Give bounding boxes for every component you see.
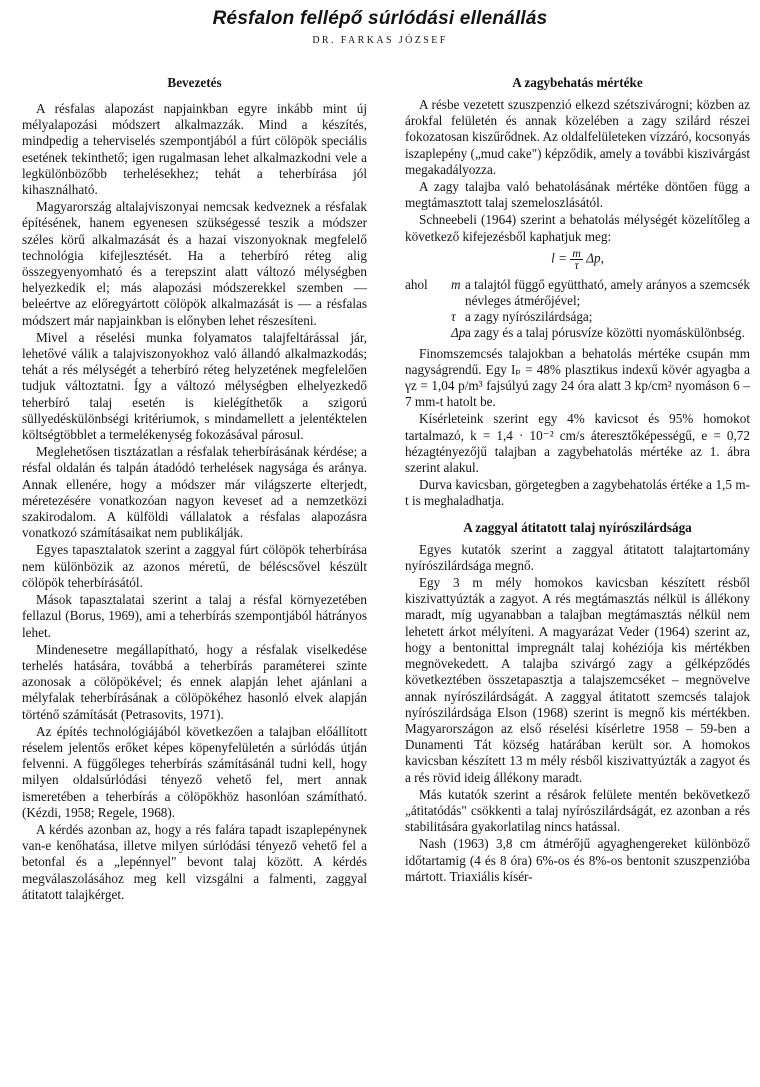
paragraph: Egy 3 m mély homokos kavicsban készített résből kiszivattyúzták a zagyot. A rés megtámasztás nélkül is állékony maradt, míg ugyanabban a talajban megtámasztás nélkül nem lehetett árkot mélyíteni. A magyarázat Veder (1964) szerint az, hogy a bentonittal impregnált talaj kohéziója kis mértékben megnövekedett. A talajba szivárgó zagy a gélképződés következtében összetapasztja a talajszemcséket – megnövelve annak nyírószilárdságát. A zaggyal átitatott szemcsés talajok nyírószilárdsága Elson (1968) szerint is megnő kis mértékben. Magyarországon az első réselési kísérletre 1958 – 59-ben a Dunamenti Tát község határában került sor. A homokos kavicsban készített 13 m mély résből kiszivattyúzták a zagyot és a rés rövid ideig állékony maradt. (405, 575, 750, 785)
formula-numerator: m (572, 245, 581, 260)
definition-text: a talajtól függő együttható, amely arányos a szemcsék névleges átmérőjével; (465, 276, 750, 309)
paragraph: Nash (1963) 3,8 cm átmérőjű agyaghengereket különböző időtartamig (4 és 8 óra) 6%-os és 8%-os bentonit szuszpenzióba mártott. Triaxiális kísér- (405, 836, 750, 884)
paragraph: A zagy talajba való behatolásának mértéke döntően függ a megtámasztott talaj szemeloszlásától. (405, 179, 750, 211)
formula-definitions (405, 277, 750, 342)
paragraph: Egyes tapasztalatok szerint a zaggyal fúrt cölöpök teherbírása nem különbözik az azonos méretű, de béléscsővel készült cölöpök teherbírásától. (22, 542, 367, 590)
penetration-formula (405, 245, 750, 272)
paragraph: A kérdés azonban az, hogy a rés falára tapadt iszaplepénynek van-e kenőhatása, illetve milyen súrlódási tényező vehető fel a betonfal és a „lepénnyel" bevont talaj között. A kérdés megválaszolásához meg kell vizsgálni a falmenti, zaggyal átitatott talajkérget. (22, 821, 367, 902)
section-heading-penetration: A zagybehatás mértéke (512, 75, 643, 90)
section-heading-introduction: Bevezetés (167, 75, 222, 90)
definition-item (405, 277, 750, 309)
definition-item (405, 325, 750, 341)
formula-denominator: τ (574, 257, 579, 272)
definition-symbol: τ (451, 309, 456, 325)
article-title: Résfalon fellépő súrlódási ellenállás (212, 8, 548, 29)
paragraph: Meglehetősen tisztázatlan a résfalak teherbírásának kérdése; a résfal oldalán és talpán átadódó terhelések nagysága és aránya. Annak ellenére, hogy a módszer már világszerte elterjedt, méretezésére vonatkozóan nagyon keveset ad a nemzetközi szakirodalom. A külföldi vállalatok a résfalas alapozásra vonatkozó számításaikat nem publikálják. (22, 444, 367, 541)
formula-fraction (570, 245, 583, 272)
paragraph: Durva kavicsban, görgetegben a zagybehatolás értéke a 1,5 m-t is meghaladhatja. (405, 477, 750, 509)
section-heading-shear-strength: A zaggyal átitatott talaj nyírószilárdsága (463, 519, 692, 535)
paragraph: Finomszemcsés talajokban a behatolás mértéke csupán mm nagyságrendű. Egy Iₚ = 48% plasztikus indexű kövér agyagba a γz = 1,04 p/m³ fajsúlyú zagy 24 óra alatt 3 kp/cm² nyomáson 6 – 7 mm-t hatolt be. (405, 345, 750, 410)
right-column (405, 75, 750, 886)
definitions-lead: ahol (405, 276, 428, 292)
paragraph: A résbe vezetett szuszpenzió elkezd szétszivárogni; közben az árokfal felületén és annak közelében a zagy szilárd részei fokozatosan kiszűrődnek. Az oldalfelületeken vízzáró, kocsonyás iszaplepény („mud cake") képződik, amely a további kiszivárgást megakadályozza. (405, 97, 750, 177)
paragraph: Magyarország altalajviszonyai nemcsak kedveznek a résfalak építésének, hanem egyenesen szükségessé teszik a módszer széles körű alkalmazását és a hazai viszonyoknak megfelelő technológia kifejlesztését. Ha a teherbíró réteg alig összegyenyomható és a terepszint alatt változó mélységben helyezkedik el; más alapozási módszerekkel szemben — beleértve az előregyártott cölöpök alkalmazását is — a résfalas módszert már napjainkban is előnyben lehet részesíteni. (22, 199, 367, 328)
formula-rhs: Δp, (586, 250, 604, 266)
paragraph: Mivel a réselési munka folyamatos talajfeltárással jár, lehetővé válik a talajviszonyokhoz való állandó alkalmazkodás; tehát a rés mélységét a teherbíró réteg helyzetének megfelelően tudjuk változtatni. Így a változó mélységben elhelyezkedő teherbíró talaj esetén is kielégíthetők a szigorú süllyedéskülönbségi kritériumok, s mindamellett a jelentéktelen költségtöbblet a termelékenység fokozásával párosul. (22, 329, 367, 443)
article-author: DR. FARKAS JÓZSEF (312, 35, 448, 46)
paragraph: Mindenesetre megállapítható, hogy a résfalak viselkedése terhelés hatására, továbbá a teherbírás paraméterei szinte azonosak a cölöpökével; és ennek alapján lehet ajánlani a mélyfalak teherbírásának a cölöpökéhez hasonló elvek alapján történő számítását (Petrasovits, 1971). (22, 641, 367, 722)
paragraph: Egyes kutatók szerint a zaggyal átitatott talajtartomány nyírószilárdsága megnő. (405, 541, 750, 573)
paragraph: Az építés technológiájából következően a talajban előállított réselem jelentős erőket képes köpenyfelületén a súrlódás útján felvenni. A függőleges teherbírás számításánál tudni kell, hogy milyen oldalsúrlódási tényező vehető fel, mert annak ismeretében a teherbírás a cölöpökhöz hasonlóan számítható. (Kézdi, 1958; Regele, 1968). (22, 723, 367, 820)
definition-symbol: Δp (451, 325, 466, 341)
definition-item (405, 309, 750, 325)
formula-lhs: l = (551, 250, 567, 266)
paragraph: Más kutatók szerint a résárok felülete mentén bekövetkező „átitatódás" csökkenti a talaj nyírószilárdságát, ez azonban a rés stabilitására gyakorlatilag nincs hatással. (405, 786, 750, 835)
paragraph: Mások tapasztalatai szerint a talaj a résfal környezetében fellazul (Borus, 1969), ami a teherbírás szempontjából hátrányos lehet. (22, 592, 367, 640)
paragraph: Kísérleteink szerint egy 4% kavicsot és 95% homokot tartalmazó, k = 1,4 · 10⁻² cm/s áteresztőképességű, e = 0,72 hézagtényezőjű talajban a zagybehatolás mértéke az 1. ábra szerint alakul. (405, 411, 750, 476)
definition-text: a zagy és a talaj pórusvíze közötti nyomáskülönbség. (465, 325, 745, 341)
definition-text: a zagy nyírószilárdsága; (465, 309, 593, 325)
paragraph: A résfalas alapozást napjainkban egyre inkább mint új mélyalapozási módszert alkalmazzák. Mind a készítés, mindpedig a teherviselés szempontjából a fúrt cölöpök speciális esetének tekinthető; igen rugalmasan lehet alkalmazkodni vele a legkülönbözőbb terhelésekhez; tehát a teherbírása jól kihasználható. (22, 101, 367, 198)
left-column (22, 75, 367, 904)
paragraph: Schneebeli (1964) szerint a behatolás mélységét közelítőleg a következő kifejezésből kaphatjuk meg: (405, 212, 750, 244)
definition-symbol: m (451, 276, 461, 292)
